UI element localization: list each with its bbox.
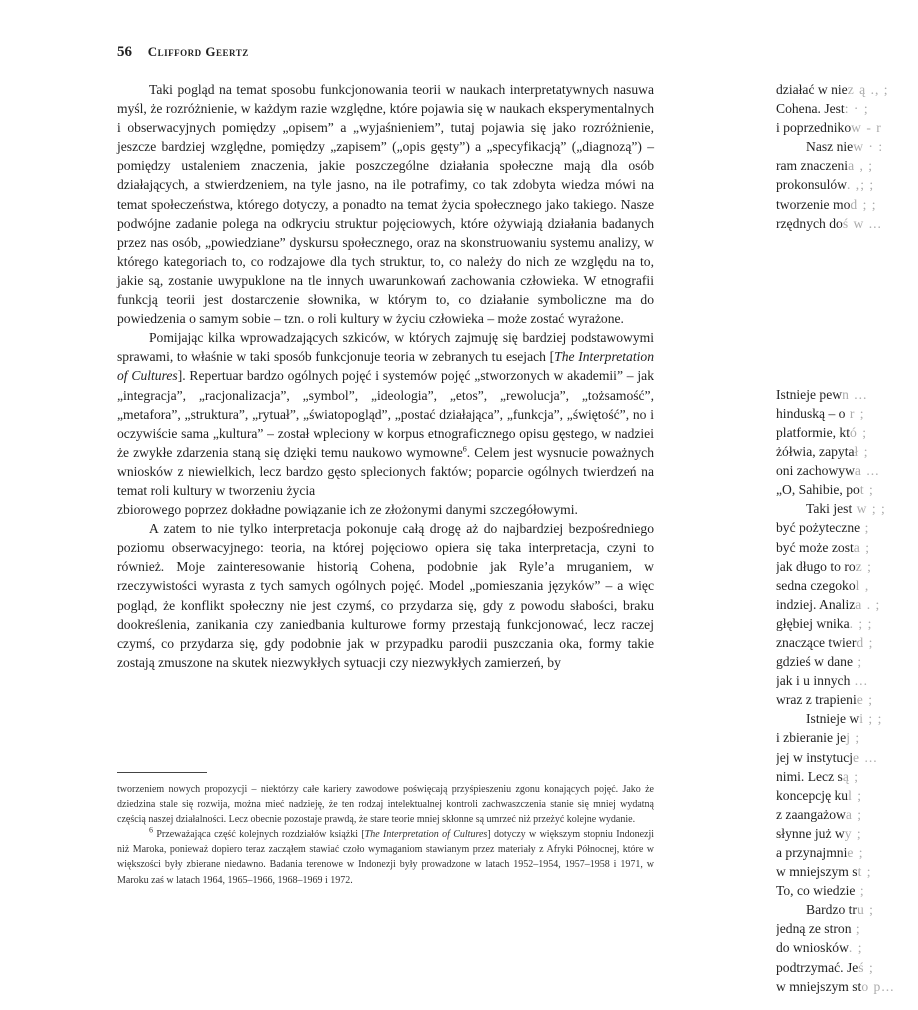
facing-page-line-text: być może zost	[776, 539, 854, 555]
facing-page-line-text: indziej. Analiz	[776, 596, 856, 612]
facing-page-line-cutoff: z ;	[855, 558, 872, 574]
facing-page-line-text: To, co wiedzie	[776, 883, 856, 899]
facing-page-line-cutoff: w - r	[851, 120, 882, 136]
facing-page-line-text: rzędnych do	[776, 215, 843, 231]
facing-page-line	[776, 881, 918, 900]
facing-page-line-text: nimi. Lecz s	[776, 768, 843, 784]
facing-page-line-cutoff: ó ;	[850, 424, 867, 440]
facing-page-line	[776, 614, 918, 633]
facing-page-gap	[776, 233, 918, 385]
facing-page-line-cutoff: ...	[850, 673, 868, 689]
facing-page-line	[776, 595, 918, 614]
facing-page-line-cutoff: a , ;	[848, 158, 874, 174]
facing-page-line-cutoff: ś w ...	[842, 215, 882, 231]
facing-page-line	[776, 137, 918, 156]
facing-page-line-text: Istnieje w	[806, 711, 860, 727]
facing-page-line	[776, 958, 918, 977]
facing-page-line-text: Nasz nie	[806, 139, 854, 155]
facing-page-line-text: i zbieranie je	[776, 730, 847, 746]
facing-page-line-cutoff: a . ;	[855, 596, 881, 612]
footnote-continuation: tworzeniem nowych propozycji – niektórzy całe kariery zawodowe poświęcają przyśpieszeniu zgonu konających pojęć. Jako że dziedzina stale się rozwija, można mieć nadzieję, że ten rodzaj intelektualnej kontroli zachwaszczenia stanie się mniej wydatną częścią naszej działalności. Lecz obecnie pozostaje prawdą, że stare teorie mniej skłonne są umrzeć niż przeżyć kolejne wydanie.	[117, 784, 654, 826]
facing-page-line-cutoff: ś ;	[858, 959, 874, 975]
facing-page-line-cutoff: ;	[853, 654, 863, 670]
facing-page-line-cutoff: l ;	[848, 787, 863, 803]
book-title-reference: The Interpretation of Cultures	[364, 829, 488, 841]
facing-page-line	[776, 538, 918, 557]
facing-page-line	[776, 805, 918, 824]
facing-page-line	[776, 576, 918, 595]
facing-page-line	[776, 80, 918, 99]
facing-page-line-cutoff: d ;	[856, 634, 874, 650]
facing-page-line	[776, 99, 918, 118]
running-head-author: Clifford Geertz	[147, 44, 249, 59]
facing-page-line	[776, 767, 918, 786]
facing-page-line	[776, 557, 918, 576]
facing-page-column	[776, 80, 918, 996]
facing-page-line-text: wraz z trapieni	[776, 692, 857, 708]
facing-page-line-text: Bardzo tr	[806, 902, 857, 918]
facing-page-line-text: platformie, kt	[776, 424, 850, 440]
paragraph-text: ]. Repertuar bardzo ogólnych pojęć i systemów pojęć „stworzonych w akademii” – jak „integracja”, „racjonalizacja”, „symbol”, „ideologia”, „etos”, „rewolucja”, „tożsamość”, „metafora”, „struktura”, „rytuał”, „światopogląd”, „postać działająca”, „funkcja”, „świętość”, no i oczywiście sama „kultura” – został wpleciony w korpus etnograficznego opisu gęstego, w nadziei że zwykłe zdarzenia staną się dzięki temu naukowo wymowne	[117, 368, 654, 460]
facing-page-line	[776, 786, 918, 805]
facing-page-line-text: być pożyteczne	[776, 520, 861, 536]
facing-page-line-text: do wniosków	[776, 940, 849, 956]
facing-page-line-cutoff: t ;	[859, 482, 874, 498]
facing-page-line	[776, 824, 918, 843]
facing-page-line-cutoff: a ;	[853, 539, 870, 555]
book-title-reference: The Interpretation of Cultures	[117, 349, 654, 384]
facing-page-line-cutoff: d ; ;	[850, 196, 877, 212]
facing-page-line	[776, 633, 918, 652]
facing-page-line	[776, 748, 918, 767]
facing-page-line	[776, 461, 918, 480]
facing-page-line-text: jedną ze stron	[776, 921, 852, 937]
paragraph: A zatem to nie tylko interpretacja pokonuje całą drogę aż do najbardziej bezpośredniego poziomu obserwacyjnego: teoria, na której pojęciowo opiera się taka interpretacja, czyni to również. Moje zainteresowanie historią Cohena, podobnie jak Ryle’a mruganiem, w rzeczywistości wyrasta z tych samych ogólnych pojęć. Model „pomieszania języków” – a więc pogląd, że konflikt społeczny nie jest czymś, co przydarza się, gdy z powodu słabości, braku dookreślenia, zanikania czy zaniedbania kulturowe formy przestają funkcjonować, lecz raczej czymś, co przydarza się, gdy podobnie jak w przypadku parodii puszczania oka, formy takie zostają zmuszone na skutek niezwykłych sytuacji czy niezwykłych zamierzeń, by	[117, 521, 654, 670]
page-number: 56	[117, 44, 132, 60]
facing-page-line-cutoff: z ą ., ;	[847, 82, 889, 97]
facing-page-line	[776, 709, 918, 728]
facing-page-line-cutoff: ł ;	[854, 444, 869, 460]
facing-page-line-text: Cohena. Jest	[776, 101, 845, 117]
facing-page-line-cutoff: l ,	[855, 577, 870, 593]
facing-page-line-text: głębiej wnika	[776, 615, 850, 631]
main-text-column	[117, 80, 654, 672]
facing-page-line-cutoff: . ;	[848, 940, 863, 956]
facing-page-line-cutoff: a ;	[845, 806, 863, 822]
facing-page-line-text: jak długo to ro	[776, 558, 856, 574]
facing-page-line-cutoff: e ...	[853, 749, 878, 765]
paragraph	[117, 328, 654, 500]
facing-page-line-text: gdzieś w dane	[776, 654, 854, 670]
facing-page-line-text: i poprzedniko	[776, 120, 852, 136]
paragraph-text: . Celem jest wysnucie poważnych wniosków z niewielkich, lecz bardzo gęsto splecionych faktów; poparcie ogólnych twierdzeń na temat roli kultury w tworzeniu życia	[117, 444, 654, 498]
facing-page-line	[776, 977, 918, 996]
facing-page-line-cutoff: ;	[860, 520, 870, 536]
facing-page-line-text: podtrzymać. Je	[776, 959, 859, 975]
facing-page-line	[776, 118, 918, 137]
facing-page-line-cutoff: w ; ;	[852, 501, 886, 517]
facing-page-line-cutoff: e ;	[856, 692, 873, 708]
facing-page-line-cutoff: : · ;	[844, 101, 869, 117]
facing-page-line	[776, 652, 918, 671]
facing-page-line-text: hinduską – o	[776, 405, 846, 421]
facing-page-line-text: znaczące twier	[776, 634, 857, 650]
facing-page-line-cutoff: r ;	[845, 405, 865, 421]
facing-page-line	[776, 480, 918, 499]
facing-page-line	[776, 518, 918, 537]
facing-page-line-text: koncepcję ku	[776, 787, 849, 803]
facing-page-line	[776, 690, 918, 709]
facing-page-line	[776, 404, 918, 423]
facing-page-line-text: Istnieje pew	[776, 386, 843, 402]
facing-page-line-cutoff: e ;	[847, 845, 864, 860]
facing-page-line-cutoff: i ; ;	[859, 711, 883, 727]
facing-page-line-cutoff: t ;	[857, 864, 872, 880]
footnote-divider	[117, 772, 207, 773]
facing-page-line	[776, 728, 918, 747]
facing-page-line	[776, 499, 918, 518]
facing-page-line	[776, 862, 918, 881]
facing-page-line	[776, 442, 918, 461]
facing-page-line-text: tworzenie mo	[776, 196, 851, 212]
paragraph-continuation: zbiorowego poprzez dokładne powiązanie ich ze złożonymi danymi szczegółowymi.	[117, 502, 578, 518]
footnotes	[117, 782, 654, 888]
facing-page-line-text: a przynajmni	[776, 845, 848, 860]
facing-page-line-cutoff: ą ;	[842, 768, 860, 784]
facing-page-line-text: oni zachowyw	[776, 463, 855, 479]
facing-page-line-cutoff: u ;	[856, 902, 874, 918]
facing-page-line-text: ram znaczeni	[776, 158, 849, 174]
paragraph: Taki pogląd na temat sposobu funkcjonowania teorii w naukach interpretatywnych nasuwa myśl, że rozróżnienie, w każdym razie względne, które pojawia się w naukach eksperymentalnych i obserwacyjnych pomiędzy „opisem” a „wyjaśnieniem”, tutaj pojawia się jako rozróżnienie, jeszcze bardziej względne, pomiędzy „zapisem” („opis gęsty”) a „specyfikacją” („diagnozą”) – pomiędzy ustaleniem znaczenia, jakie poszczególne działania społeczne mają dla osób działających, a stwierdzeniem, na tyle jasno, na ile potrafimy, co tak zdobyta wiedza mówi na temat społeczeństwa, którego dotyczy, a ponadto na temat życia społecznego jako takiego. Nasze podwójne zadanie polega na odkryciu struktur pojęciowych, które ożywiają działania badanych przez nas osób, „powiedziane” dyskursu społecznego, oraz na skonstruowaniu systemu analizy, w którego kategoriach to, co rodzajowe dla tych struktur, to, co należy do nich ze względu na to, jakie są, zostanie uwypuklone na tle innych uwarunkowań zachowania człowieka. W etnografii funkcją teorii jest dostarczenie słownika, w którym to, co działanie symboliczne ma do powiedzenia o samym sobie – tzn. o roli kultury w życiu człowieka – może zostać wyrażone.	[117, 82, 654, 327]
facing-page-line	[776, 195, 918, 214]
facing-page-line-cutoff: o p...	[861, 978, 895, 994]
footnote-6: $^6$ Przeważająca część kolejnych rozdziałów książki [The Interpretation of Cultures] dotyczy w większym stopniu Indonezji niż Maroka, ponieważ dopiero teraz zacząłem stawiać czoło wymaganiom stawianym przez materiały z Afryki Północnej, które w większości były zbierane niedawno. Badania terenowe w Indonezji były prowadzone w latach 1952–1954, 1957–1958 i 1971, w Maroku zaś w latach 1964, 1965–1966, 1968–1969 i 1972.	[117, 825, 655, 886]
facing-page-line-text: jak i u innych	[776, 673, 851, 689]
facing-page-line-text: sedna czegoko	[776, 577, 856, 593]
facing-page-line	[776, 938, 918, 957]
facing-page-line-text: słynne już w	[776, 825, 845, 841]
facing-page-line	[776, 423, 918, 442]
facing-page-line	[776, 671, 918, 690]
facing-page-line	[776, 156, 918, 175]
facing-page-line-text: z zaangażow	[776, 806, 846, 822]
facing-page-line-text: Taki jest	[806, 501, 853, 517]
facing-page-line	[776, 175, 918, 194]
facing-page-line-cutoff: n ...	[842, 386, 868, 402]
facing-page-line-text: „O, Sahibie, po	[776, 482, 860, 498]
facing-page-line	[776, 385, 918, 404]
facing-page-line-cutoff: ;	[851, 921, 861, 937]
facing-page-line-cutoff: ;	[855, 883, 865, 899]
facing-page-line	[776, 843, 918, 862]
facing-page-line-cutoff: j ;	[846, 730, 861, 746]
facing-page-line	[776, 214, 918, 233]
facing-page-line-cutoff: w · :	[853, 139, 884, 155]
paragraph-text: Pomijając kilka wprowadzających szkiców, w których zajmuję się bardziej podstawowymi sprawami, to właśnie w taki sposób funkcjonuje teoria w zebranych tu esejach [	[117, 330, 654, 365]
facing-page-block-1	[776, 80, 918, 233]
facing-page-line-cutoff: . ; ;	[849, 615, 873, 631]
facing-page-line-cutoff: a ...	[854, 463, 880, 479]
facing-page-line-text: prokonsulów	[776, 177, 847, 193]
facing-page-line	[776, 900, 918, 919]
facing-page-block-2	[776, 385, 918, 996]
facing-page-line-text: żółwia, zapyta	[776, 444, 855, 460]
facing-page-line-text: jej w instytucj	[776, 749, 854, 765]
facing-page-line-text: działać w nie	[776, 82, 848, 97]
facing-page-line-text: w mniejszym st	[776, 978, 862, 994]
facing-page-line-cutoff: . ,; ;	[847, 177, 875, 193]
running-head	[117, 44, 249, 61]
footnote-reference[interactable]: 6	[462, 444, 467, 454]
footnote-marker: 6	[149, 825, 153, 835]
facing-page-line	[776, 919, 918, 938]
facing-page-line-cutoff: y ;	[844, 825, 862, 841]
facing-page-line-text: w mniejszym s	[776, 864, 858, 880]
